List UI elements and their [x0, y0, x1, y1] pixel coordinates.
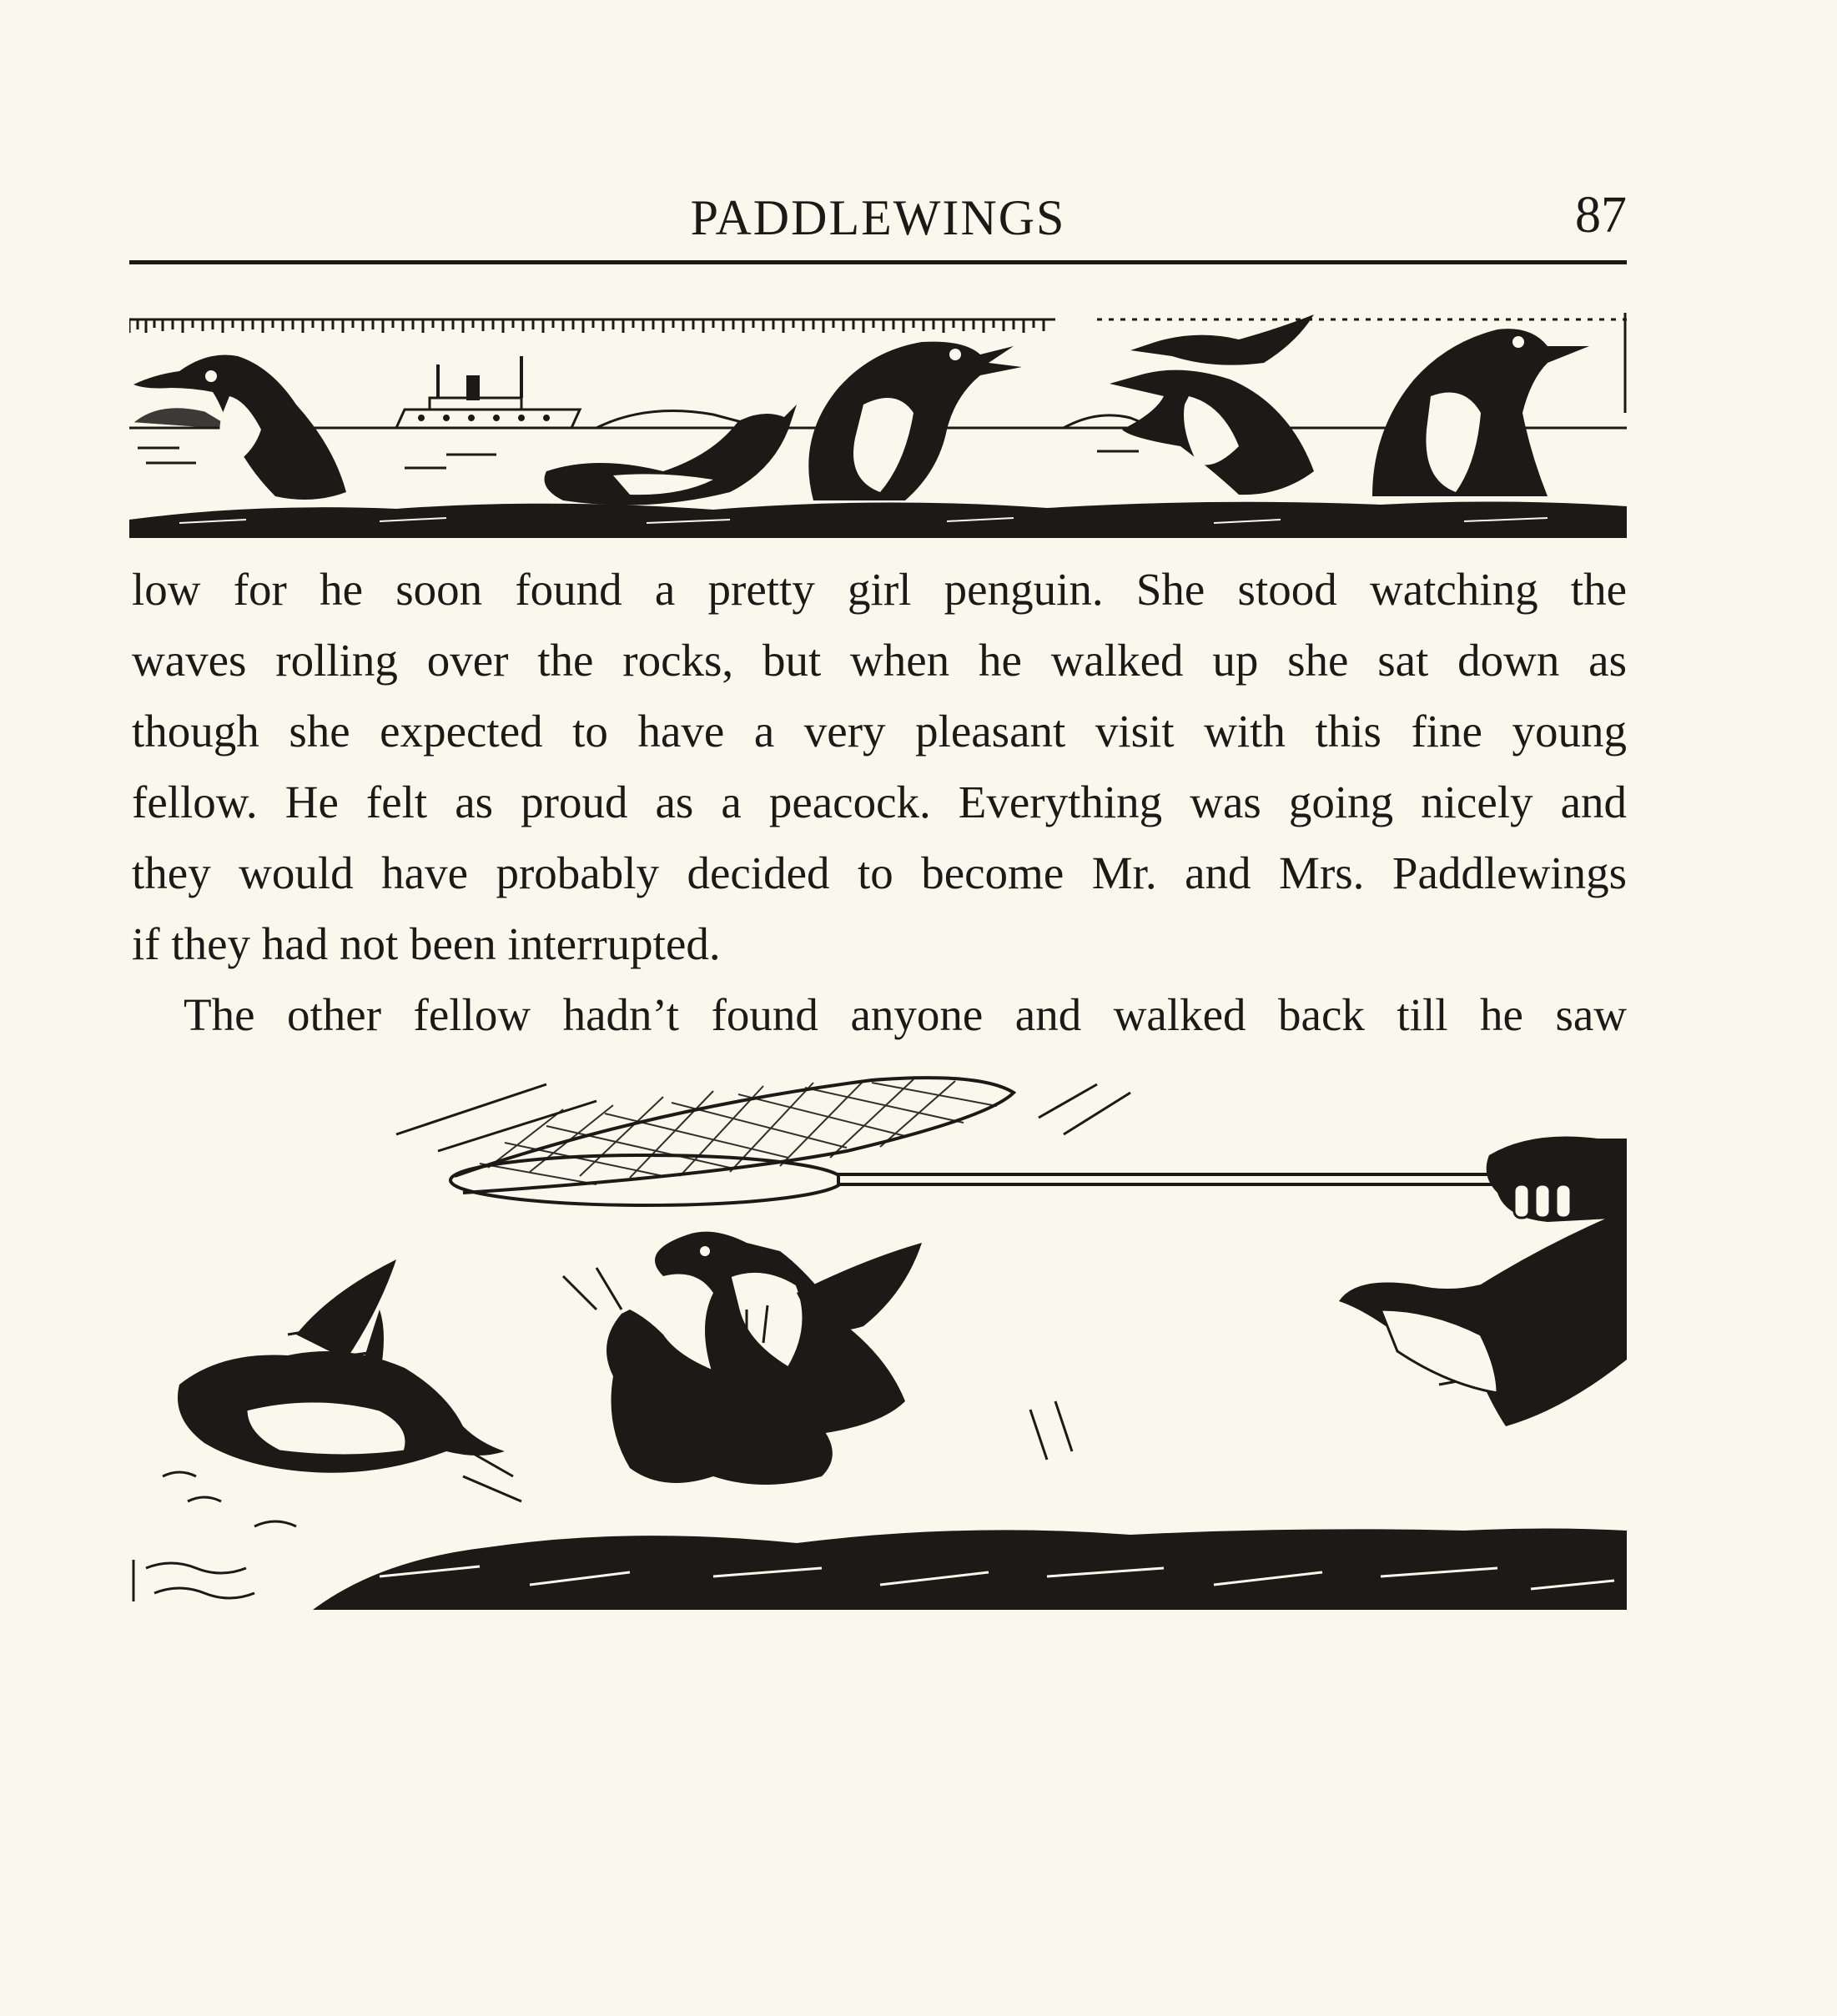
running-head	[129, 179, 1627, 263]
text-line: fellow. He felt as proud as a peacock. Everything was going nicely and	[132, 777, 1627, 827]
text-line: they would have probably decided to become Mr. and Mrs. Paddlewings	[132, 847, 1627, 898]
text-line: The other fellow hadn’t found anyone and walked back till he saw	[184, 989, 1627, 1040]
bottom-illustration	[129, 1059, 1627, 1610]
header-rule	[129, 260, 1627, 264]
net-chase-icon	[129, 1059, 1627, 1610]
penguins-shore-icon	[129, 304, 1627, 538]
text-line: if they had not been interrupted.	[132, 918, 721, 969]
text-line: though she expected to have a very pleasant visit with this fine young	[132, 706, 1627, 757]
text-line: waves rolling over the rocks, but when he walked up she sat down as	[132, 635, 1627, 686]
text-line: low for he soon found a pretty girl penguin. She stood watching the	[132, 564, 1627, 615]
top-illustration	[129, 304, 1627, 538]
running-title: PADDLEWINGS	[690, 190, 1066, 245]
body-text	[132, 554, 1627, 1050]
page-number: 87	[1575, 187, 1627, 244]
